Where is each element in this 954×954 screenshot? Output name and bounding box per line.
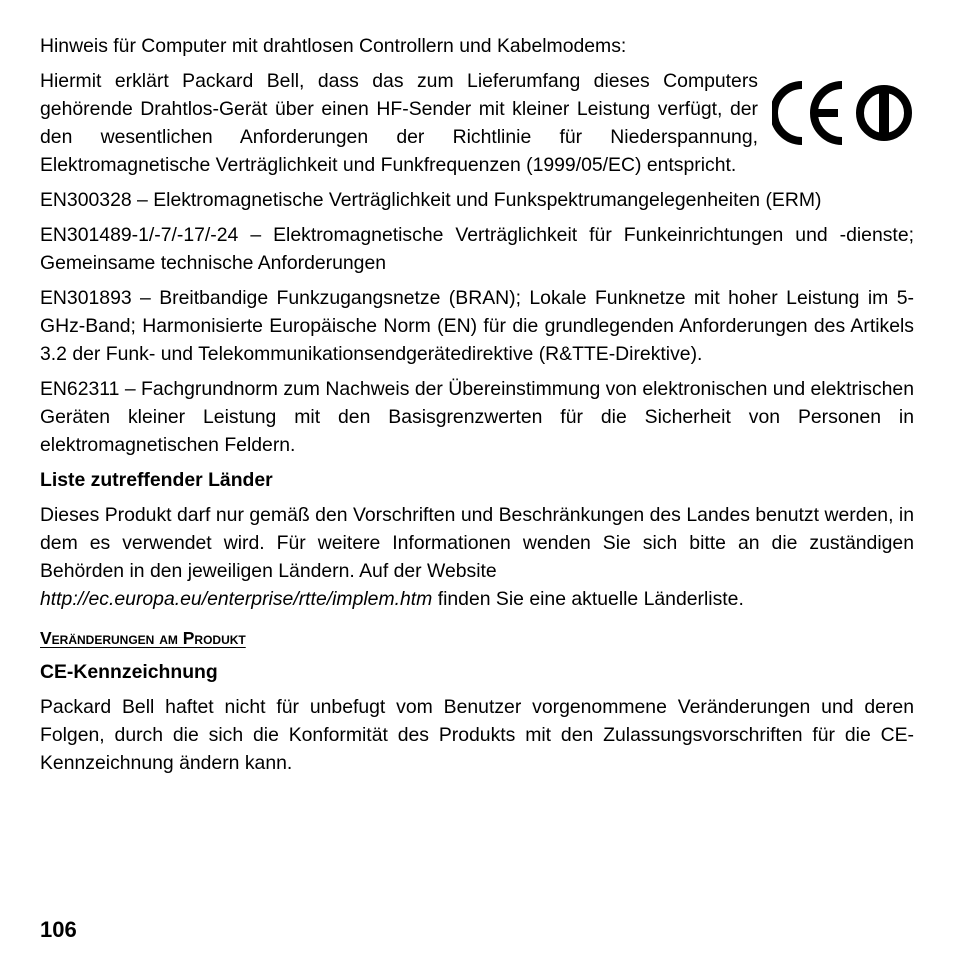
countries-heading: Liste zutreffender Länder [40, 469, 273, 491]
page-number: 106 [40, 917, 77, 942]
standard-paragraph: EN62311 – Fachgrundnorm zum Nachweis der Übereinstimmung von elektronischen und elektrischen Geräten kleiner Leistung mit den Basisgrenzwerten für die Sicherheit von Personen in elektromagnetischen Feldern. [40, 378, 914, 456]
ce-alert-mark-icon [772, 77, 914, 149]
document-page [40, 32, 914, 784]
intro-paragraph: Hinweis für Computer mit drahtlosen Controllern und Kabelmodems: [40, 35, 627, 57]
section-title-changes: Veränderungen am Produkt [40, 628, 246, 648]
ce-marking-heading: CE-Kennzeichnung [40, 661, 218, 683]
declaration-paragraph: Hiermit erklärt Packard Bell, dass das zum Lieferumfang dieses Computers gehörende Drahtlos-Gerät über einen HF-Sender mit kleiner Leistung verfügt, der den wesentlichen Anforderungen der Richtlinie für Niederspannung, Elektromagnetische Verträglichkeit und Funkfrequenzen (1999/05/EC) entspricht. [40, 70, 758, 176]
countries-paragraph [40, 501, 914, 613]
countries-text: Dieses Produkt darf nur gemäß den Vorschriften und Beschränkungen des Landes benutzt werden, in dem es verwendet wird. Für weitere Informationen wenden Sie sich bitte an die zuständigen Behörden in den jeweiligen Ländern. Auf der Website [40, 504, 914, 582]
eu-website-link[interactable]: http://ec.europa.eu/enterprise/rtte/implem.htm [40, 588, 433, 610]
countries-text-after-url: finden Sie eine aktuelle Länderliste. [432, 588, 744, 610]
changes-paragraph: Packard Bell haftet nicht für unbefugt vom Benutzer vorgenommene Veränderungen und deren Folgen, durch die sich die Konformität des Produkts mit den Zulassungsvorschriften für die CE-Kennzeichnung ändern kann. [40, 696, 914, 774]
standard-paragraph: EN301489-1/-7/-17/-24 – Elektromagnetische Verträglichkeit für Funkeinrichtungen und -dienste; Gemeinsame technische Anforderungen [40, 224, 914, 274]
standard-paragraph: EN300328 – Elektromagnetische Verträglichkeit und Funkspektrumangelegenheiten (ERM) [40, 189, 822, 211]
standard-paragraph: EN301893 – Breitbandige Funkzugangsnetze (BRAN); Lokale Funknetze mit hoher Leistung im 5-GHz-Band; Harmonisierte Europäische Norm (EN) für die grundlegenden Anforderungen des Artikels 3.2 der Funk- und Telekommunikationsendgerätedirektive (R&TTE-Direktive). [40, 287, 914, 365]
